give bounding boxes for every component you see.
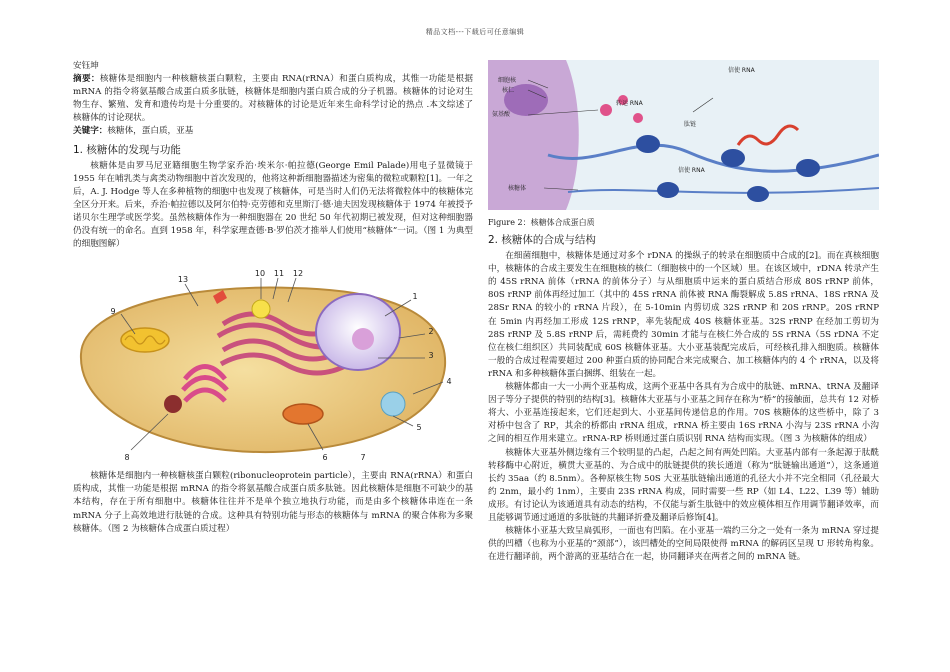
vacuole	[381, 392, 405, 416]
section2-para1: 在细菌细胞中，核糖体是通过对多个 rDNA 的操纵子的转录在细胞质中合成的[2]。而在真核细胞中，核糖体的合成主要发生在细胞核的核仁（细胞核中的一个区域）里。在该区域中，rDNA 转录产生的 45S rRNA 前体（rRNA 的前体分子）与从细胞质中运来的蛋白质结合形成 80S rRNP 前体，80S rRNP 前体再经过加工（其中的 45S rRNA 前体被 RNA 酶裂解成 5.8S rRNA、18S rRNA 及 28Sr RNA 的较小的 rRNA 片段），在 5-10min 内剪切成 32S rRNP 和 20S rRNP。20S rRNP 在 5min 内再经加工形成 12S rRNP，率先装配成 40S 核糖体亚基。32S rRNP 在经加工剪切为 28S rRNP 及 5.8S rRNP 后，需耗费约 30min 才能与在核仁外合成的 5S rRNA（5S rDNA 不定位在核仁组织区）共同装配成 60S 核糖体亚基。大小亚基装配完成后，可经核孔排入细胞质。核糖体一般的合成过程需要超过 200 种蛋白质的协同配合来完成聚合、加工核糖体内的 4 个 rRNA，以及将 rRNA 和多种核糖体蛋白捆绑、组装在一起。	[488, 251, 879, 379]
callout-7: 7	[360, 453, 366, 463]
callout-9: 9	[110, 307, 116, 317]
abstract-label: 摘要：	[73, 74, 100, 85]
callout-10: 10	[254, 269, 266, 279]
label-nucleolus: 核仁	[502, 87, 515, 94]
left-column	[73, 60, 473, 536]
section2-para3: 核糖体大亚基外侧边缘有三个较明显的凸起，凸起之间有两处凹陷。大亚基内部有一条起源于肽酰转移酶中心附近，横贯大亚基的、为合成中的肽链提供的狭长通道（称为“肽链输出通道”），这条通道长约 35aa（约 8.5nm）。各种原核生物 50S 大亚基肽链输出通道的孔径大小并不完全相同（孔径最大约 2nm，最小约 1nm），主要由 23S rRNA 构成，同时需要一些 RP（如 L4、L22、L39 等）辅助成形。有讨论认为该通道具有动态的结构，不仅能与新生肽链中的效应模体相互作用调节翻译效率，而且能够调节通过通道的多肽链的共翻译折叠及翻译后修饰[4]。	[488, 447, 879, 523]
callout-11: 11	[273, 269, 285, 279]
vesicle	[252, 300, 270, 318]
mitochondrion-2	[283, 404, 323, 424]
section2-title: 2. 核糖体的合成与结构	[488, 234, 596, 247]
keywords-label: 关键字：	[73, 126, 108, 137]
right-column	[488, 60, 879, 564]
callout-2: 2	[428, 327, 434, 337]
page-header: 精品文档---下载后可任意编辑	[425, 28, 525, 36]
label-trna: 转运 RNA	[616, 100, 643, 107]
section1-para2: 核糖体是细胞内一种核糖核蛋白颗粒(ribonucleoprotein particle），主要由 RNA(rRNA）和蛋白质构成，其惟一功能是根据 mRNA 的指令将氨基酸合成蛋白质多肽链。因此核糖体是细胞不可缺少的基本结构，存在于所有细胞中。核糖体往往并不是单个独立地执行功能，而是由多个核糖体串连在一条 mRNA 分子上高效地进行肽链的合成。这种具有特别功能与形态的核糖体与 mRNA 的聚合体称为多聚核糖体。（图 2 为核糖体合成蛋白质过程）	[73, 471, 473, 534]
label-peptide: 肽链	[684, 121, 697, 128]
figure2-caption: Figure 2：核糖体合成蛋白质	[488, 218, 595, 227]
callout-4: 4	[446, 377, 452, 387]
callout-3: 3	[428, 351, 434, 361]
label-nucleus: 细胞核	[498, 77, 517, 84]
callout-13: 13	[177, 275, 189, 285]
author: 安钰坤	[73, 61, 99, 71]
callout-6: 6	[322, 453, 328, 463]
callout-8: 8	[124, 453, 130, 463]
nucleolus	[352, 328, 374, 350]
section2-para4: 核糖体小亚基大致呈扁弧形，一面也有凹陷。在小亚基一端约三分之一处有一条为 mRNA 穿过提供的凹槽（也称为小亚基的“颈部”），该凹槽处的空间局限使得 mRNA 的解码区呈现 U 形转角构象。在进行翻译前，两个游离的亚基结合在一起，协同翻译夹在两者之间的 mRNA 链。	[488, 526, 879, 563]
cell-diagram-figure	[73, 254, 473, 466]
callout-5: 5	[416, 423, 422, 433]
keywords	[73, 125, 473, 138]
section1-title: 1. 核糖体的发现与功能	[73, 143, 181, 156]
label-ribosome: 核糖体	[508, 185, 527, 192]
label-mrna-top: 信使 RNA	[728, 67, 755, 74]
abstract	[73, 73, 473, 125]
protein-synthesis-figure	[488, 60, 879, 210]
callout-1: 1	[412, 292, 418, 302]
lysosome	[164, 395, 182, 413]
label-mrna-bottom: 信使 RNA	[678, 167, 705, 174]
abstract-text: 核糖体是细胞内一种核糖核蛋白颗粒，主要由 RNA(rRNA）和蛋白质构成，其惟一功能是根据 mRNA 的指令将氨基酸合成蛋白质多肽链，核糖体是细胞内蛋白质合成的分子机器。核糖体的讨论对生物生存、繁殖、发育和遗传均是十分重要的。对核糖体的讨论是近年来生命科学讨论的热点 .本文综述了核糖体的讨论现状。	[73, 74, 473, 124]
section2-para2: 核糖体都由一大一小两个亚基构成，这两个亚基中各具有为合成中的肽链、mRNA、tRNA 及翻译因子等分子提供的特别的结构[3]。核糖体大亚基与小亚基之间存在称为“桥”的接触面，总共有 12 对桥将大、小亚基连接起来，它们还起到大、小亚基间传递信息的作用。70S 核糖体的这些桥中，除了 3 对桥中包含了 RP，其余的桥都由 rRNA 组成，rRNA 桥主要由 16S rRNA 小沟与 23S rRNA 小沟之间的相互作用来建立。rRNA-RP 桥则通过蛋白质识别 RNA 结构而实现。（图 3 为核糖体的组成）	[488, 382, 879, 445]
keywords-text: 核糖体，蛋白质，亚基	[107, 126, 194, 137]
label-amino-acid: 氨基酸	[492, 111, 511, 118]
callout-12: 12	[292, 269, 304, 279]
section1-para1: 核糖体是由罗马尼亚籍细胞生物学家乔治·埃米尔·帕拉德(George Emil Palade)用电子显微镜于 1955 年在哺乳类与禽类动物细胞中首次发现的，他将这种新细胞器描述为密集的微粒或颗粒[1]。一年之后，A. J. Hodge 等人在多种植物的细胞中也发现了核糖体，可是当时人们仍无法将微粒体中的核糖体完全区分开来。后来，乔治·帕拉德以及阿尔伯特·克劳德和克里斯汀·德·迪夫因发现核糖体于 1974 年被授予诺贝尔生理学或医学奖。虽然核糖体作为一种细胞器在 20 世纪 50 年代初期已被发现，但对这种细胞器仍没有统一的命名。直到 1958 年，科学家理查德·B·罗伯茨才推举人们使用“核糖体”一词。（图 1 为典型的细胞图解）	[73, 160, 473, 250]
